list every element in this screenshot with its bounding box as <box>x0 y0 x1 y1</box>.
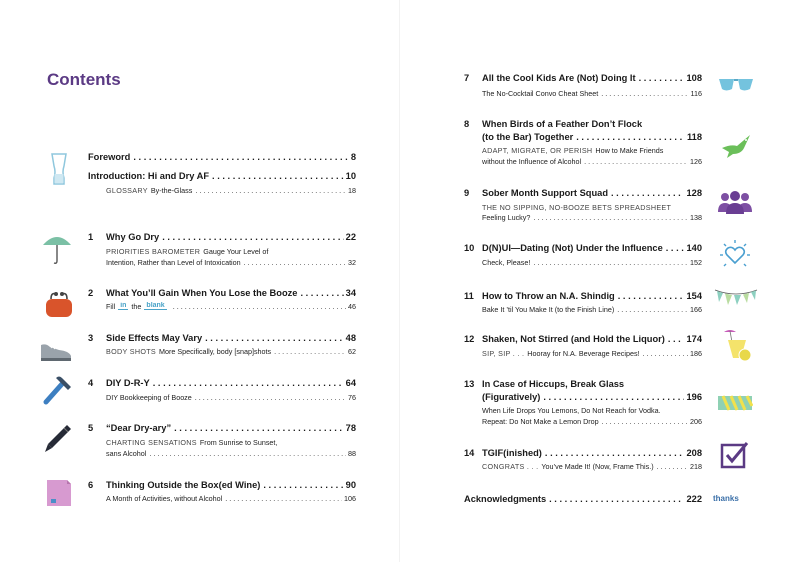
bunting-icon <box>714 286 758 314</box>
chapter-number: 9 <box>464 188 470 198</box>
chapter-number: 3 <box>88 333 94 343</box>
toc-entry-ch13-line1[interactable]: In Case of Hiccups, Break Glass <box>482 379 625 389</box>
toc-sub-ch7[interactable]: The No-Cocktail Convo Cheat Sheet . . . 116 <box>482 89 702 98</box>
sneaker-icon <box>39 331 73 365</box>
chapter-number: 6 <box>88 480 94 490</box>
toc-entry-ch9[interactable]: Sober Month Support Squad . . . 128 <box>482 188 702 198</box>
toc-sub-ch1-line2[interactable]: Intention, Rather than Level of Intoxication . . . 32 <box>106 258 356 267</box>
toc-sub-ch9-line1[interactable]: THE NO SIPPING, NO-BOOZE BETS SPREADSHEET <box>482 203 672 212</box>
toc-sub-ch2[interactable]: Fill in the blank . . . 46 <box>106 302 356 312</box>
toc-sub-ch10[interactable]: Check, Please! . . . 152 <box>482 258 702 267</box>
toc-entry-ch14[interactable]: TGIF(inished) . . . 208 <box>482 448 702 458</box>
toc-entry-ch3[interactable]: Side Effects May Vary . . . 48 <box>106 333 356 343</box>
toc-entry-ch11[interactable]: How to Throw an N.A. Shindig . . . 154 <box>482 291 702 301</box>
chapter-number: 11 <box>464 291 474 301</box>
toc-sub-ch11[interactable]: Bake It ’til You Make It (to the Finish Line) . . . 166 <box>482 305 702 314</box>
toc-sub-ch12[interactable]: SIP, SIP . . . Hooray for N.A. Beverage Recipes! . . . 186 <box>482 349 702 358</box>
chapter-number: 13 <box>464 379 475 389</box>
bird-icon <box>719 128 753 162</box>
group-icon <box>716 188 754 218</box>
toc-sub-ch4[interactable]: DIY Bookkeeping of Booze . . . 76 <box>106 393 356 402</box>
cocktail-icon <box>718 328 754 364</box>
checkbox-icon <box>719 440 749 470</box>
toc-sub-ch8-line1[interactable]: ADAPT, MIGRATE, OR PERISH How to Make Friends <box>482 146 664 155</box>
chapter-number: 8 <box>464 119 470 129</box>
chapter-number: 4 <box>88 378 94 388</box>
toc-entry-ch12[interactable]: Shaken, Not Stirred (and Hold the Liquor) . . . 174 <box>482 334 702 344</box>
toc-sub-ch13-line2[interactable]: Repeat: Do Not Make a Lemon Drop . . . 206 <box>482 417 702 426</box>
pen-icon <box>40 422 74 456</box>
toc-entry-ch6[interactable]: Thinking Outside the Box(ed Wine) . . . 90 <box>106 480 356 490</box>
toc-sub-ch8-line2[interactable]: without the Influence of Alcohol . . . 126 <box>482 157 702 166</box>
chapter-number: 2 <box>88 288 94 298</box>
umbrella-icon <box>40 231 74 265</box>
toc-sub-ch1-line1[interactable]: PRIORITIES BAROMETER Gauge Your Level of <box>106 247 269 256</box>
toc-entry-ch13-line2[interactable]: (Figuratively) . . . 196 <box>482 392 702 402</box>
toc-entry-ch5[interactable]: “Dear Dry-ary” . . . 78 <box>106 423 356 433</box>
sunglasses-icon <box>717 70 755 98</box>
coin-purse-icon <box>42 287 76 321</box>
chapter-number: 5 <box>88 423 94 433</box>
toc-sub-glossary[interactable]: GLOSSARY By-the-Glass . . . 18 <box>106 186 356 195</box>
toc-sub-ch5-line1[interactable]: CHARTING SENSATIONS From Sunrise to Sunset, <box>106 438 278 447</box>
contents-heading: Contents <box>47 70 121 89</box>
toc-sub-ch14[interactable]: CONGRATS . . . You’ve Made It! (Now, Frame This.) . . . 218 <box>482 462 702 471</box>
page-gutter <box>399 0 400 562</box>
hammer-icon <box>40 372 74 406</box>
chapter-number: 14 <box>464 448 475 458</box>
toc-sub-ch9-line2[interactable]: Feeling Lucky? . . . 138 <box>482 213 702 222</box>
boxed-wine-icon <box>42 474 76 508</box>
toc-entry-acknowledgments[interactable]: Acknowledgments . . . 222 <box>464 494 702 504</box>
pint-glass-icon <box>42 152 76 186</box>
toc-entry-ch1[interactable]: Why Go Dry . . . 22 <box>106 232 356 242</box>
toc-entry-foreword[interactable]: Foreword . . . 8 <box>88 152 356 162</box>
toc-sub-ch6[interactable]: A Month of Activities, without Alcohol . . . 106 <box>106 494 356 503</box>
chapter-number: 10 <box>464 243 475 253</box>
thanks-label: thanks <box>713 494 739 503</box>
toc-entry-ch8-line2[interactable]: (to the Bar) Together . . . 118 <box>482 132 702 142</box>
chapter-number: 1 <box>88 232 94 242</box>
toc-sub-ch3[interactable]: BODY SHOTS More Specifically, body [snap]shots . . . 62 <box>106 347 356 356</box>
chapter-number: 12 <box>464 334 475 344</box>
toc-entry-ch8-line1[interactable]: When Birds of a Feather Don’t Flock <box>482 119 643 129</box>
toc-entry-intro[interactable]: Introduction: Hi and Dry AF . . . 10 <box>88 171 356 181</box>
tape-icon <box>717 394 753 412</box>
toc-sub-ch13-line1[interactable]: When Life Drops You Lemons, Do Not Reach for Vodka. <box>482 406 661 415</box>
toc-entry-ch4[interactable]: DIY D-R-Y . . . 64 <box>106 378 356 388</box>
chapter-number: 7 <box>464 73 470 83</box>
toc-entry-ch10[interactable]: D(N)UI—Dating (Not) Under the Influence . . . 140 <box>482 243 702 253</box>
toc-entry-ch7[interactable]: All the Cool Kids Are (Not) Doing It . . . 108 <box>482 73 702 83</box>
heart-icon <box>718 238 752 272</box>
toc-sub-ch5-line2[interactable]: sans Alcohol . . . 88 <box>106 449 356 458</box>
toc-entry-ch2[interactable]: What You’ll Gain When You Lose the Booze . . . 34 <box>106 288 356 298</box>
